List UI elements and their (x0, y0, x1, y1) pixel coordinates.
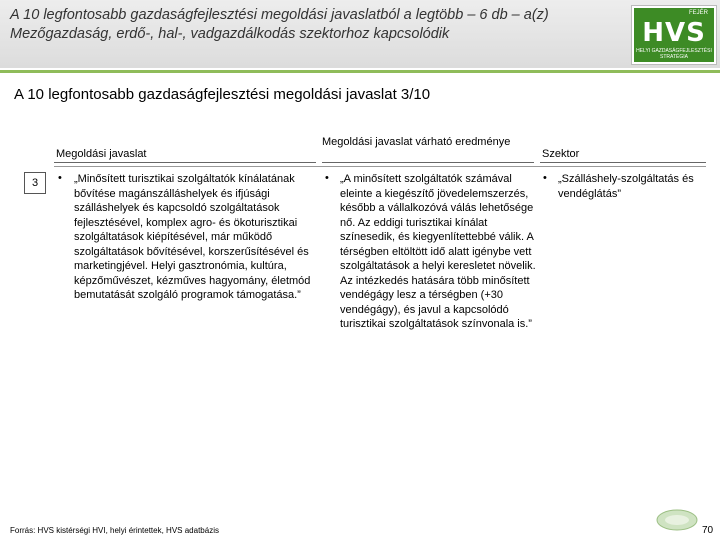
solution-bullet: • (58, 172, 62, 184)
footer-logo-icon (654, 507, 700, 533)
header-divider (0, 70, 720, 73)
header-bar (0, 0, 720, 68)
header-underline-solution (54, 162, 316, 163)
logo-subtext: HELYI GAZDASÁGFEJLESZTÉSI STRATÉGIA (636, 48, 712, 60)
outcome-text: „A minősített szolgáltatók számával eleinte a kiegészítő jövedelemszerzés, később a vállalkozóvá válás lehetősége nő. Az eddigi turisztikai kínálat színesedik, és kiegyenlítettebbé válik. A térségben eltöltött idő alatt igénybe vett szolgáltatások a helyi keresletet növelik. Az intézkedés hatására több minősített vendégágy lesz a térségben (+30 vendégágy), és javul a kapcsolódó turisztikai szolgáltatások színvonala is.” (340, 173, 536, 330)
column-header-solution: Megoldási javaslat (56, 148, 147, 160)
solution-text: „Minősített turisztikai szolgáltatók kínálatának bővítése magánszálláshelyek és ifjúsági szálláshelyek és kapcsoldó szolgáltatások fejlesztésével, komplex agro- és ökoturisztikai szolgáltatások kiépítésével, már működő szolgáltatások bővítésével, korszerűsítésével és marketingjével. Helyi gasztronómia, kultúra, képzőművészet, kézműves hagyomány, életmód bemutatását szolgáló programok támogatása.” (74, 173, 311, 301)
outcome-bullet: • (325, 172, 329, 184)
column-header-outcome: Megoldási javaslat várható eredménye (322, 136, 511, 148)
header-underline-sector (540, 162, 706, 163)
sector-cell (548, 172, 708, 201)
page-number: 70 (702, 525, 714, 536)
logo-text: HVS (642, 18, 706, 48)
sector-text: „Szálláshely-szolgáltatás és vendéglátás” (558, 173, 694, 200)
sector-bullet: • (543, 172, 547, 184)
logo-top-label: FEJÉR (688, 10, 708, 16)
hvs-logo (632, 6, 716, 64)
footer-source: Forrás: HVS kistérségi HVI, helyi érintettek, HVS adatbázis (10, 526, 219, 535)
solution-cell (64, 172, 326, 303)
row-divider (54, 166, 706, 167)
column-header-sector: Szektor (542, 148, 580, 160)
outcome-cell (330, 172, 540, 332)
header-underline-outcome (322, 162, 534, 163)
row-number-badge: 3 (24, 172, 46, 194)
slide-title: A 10 legfontosabb gazdaságfejlesztési megoldási javaslatból a legtöbb – 6 db – a(z) Mezőgazdaság, erdő-, hal-, vadgazdálkodás szektorhoz kapcsolódik (10, 7, 549, 42)
page-subtitle: A 10 legfontosabb gazdaságfejlesztési megoldási javaslat 3/10 (14, 86, 431, 103)
